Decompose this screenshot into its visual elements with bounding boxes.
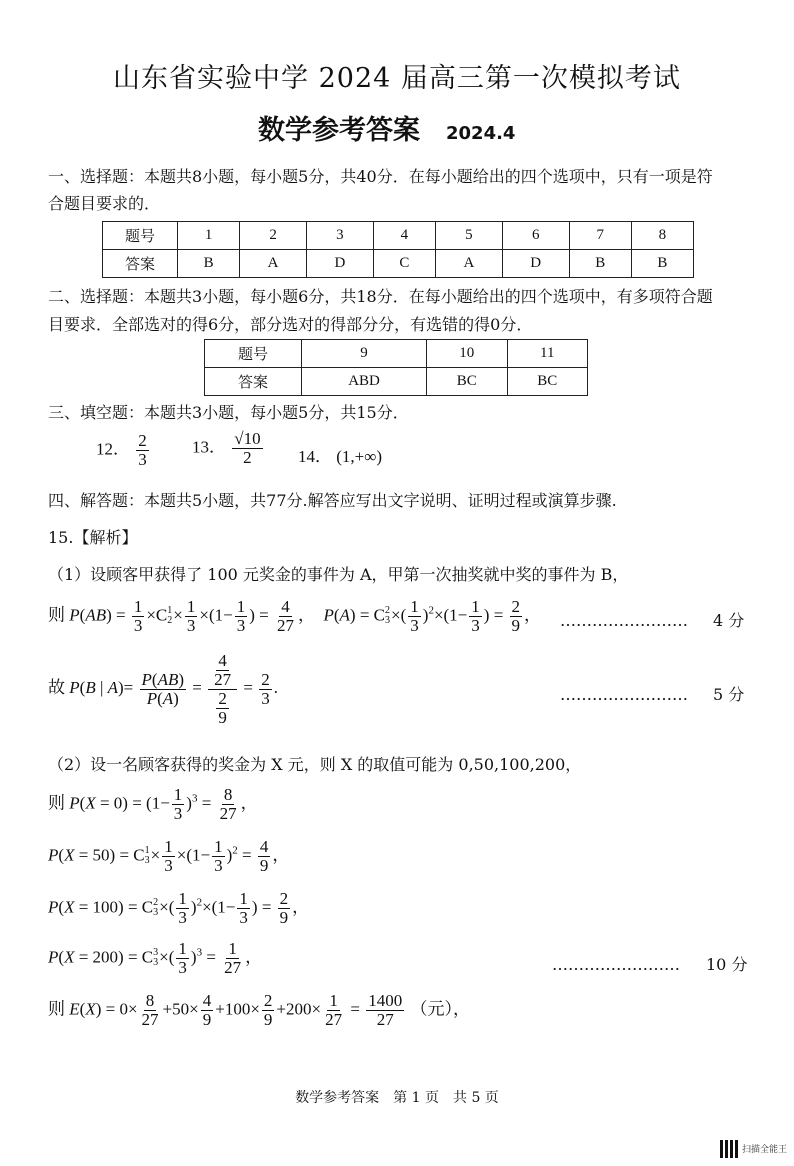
table-row <box>103 250 694 278</box>
q12-answer: 12． $\frac{2}{3}$ <box>96 431 147 469</box>
answer-cell: BC <box>507 368 587 396</box>
part2-intro: （2）设一名顾客获得的奖金为 X 元，则 X 的取值可能为 0,50,100,200， <box>48 755 582 774</box>
scanner-watermark: 扫描全能王 <box>742 1145 788 1155</box>
formula-p-b-given-a: 故 P(B | A)= $\frac{P(AB)}{P(A)}$ = $\frac{\frac{4}{27}}{\frac{2}{9}}$ = $\frac{2}{3}$ . <box>48 651 278 727</box>
dots-leader: …………………… <box>560 685 688 704</box>
row-label: 答案 <box>103 250 178 278</box>
section2-answer-table <box>204 339 588 396</box>
score-5: 5 分 <box>713 685 745 704</box>
q14-answer: 14． (1,+∞) <box>298 447 383 466</box>
answer-cell: B <box>569 250 631 278</box>
q13-answer: 13． $\frac{√10}{2}$ <box>192 429 261 467</box>
table-row <box>205 368 588 396</box>
answer-cell: C <box>373 250 435 278</box>
question-number: 9 <box>302 340 427 368</box>
formula-px50: P(X = 50) = C 1 3 × $\frac{1}{3}$ ×(1− $\frac{1}{3}$ )$^2$ = $\frac{4}{9}$ ， <box>48 837 290 875</box>
answer-cell: B <box>178 250 240 278</box>
formula-p-ab: 则 P(AB) = $\frac{1}{3}$ ×C 1 2 × $\frac{1}{3}$ ×(1− $\frac{1}{3}$ ) = $\frac{4}{27}$ ， P(A) = C 2 3 ×( $\frac{1}{3}$ )$^2$×(1− $\frac{1}{3}$ ) = $\frac{2}{9}$ ， <box>48 597 542 635</box>
row-label: 答案 <box>205 368 302 396</box>
question-number: 6 <box>502 222 569 250</box>
subtitle: 数学参考答案 <box>258 115 420 146</box>
exam-date: 2024.4 <box>446 123 516 144</box>
section4-intro: 四、解答题：本题共5小题，共77分.解答应写出文字说明、证明过程或演算步骤. <box>48 491 617 510</box>
answer-cell: D <box>502 250 569 278</box>
page-footer: 数学参考答案 第 1 页 共 5 页 <box>295 1090 499 1106</box>
answer-cell: D <box>306 250 373 278</box>
question-number: 5 <box>435 222 502 250</box>
answer-cell: B <box>631 250 693 278</box>
table-row <box>205 340 588 368</box>
question-number: 3 <box>306 222 373 250</box>
score-4: 4 分 <box>713 611 745 630</box>
section1-answer-table <box>102 221 694 278</box>
question-number: 2 <box>240 222 307 250</box>
table-row <box>103 222 694 250</box>
part1-intro: （1）设顾客甲获得了 100 元奖金的事件为 A，甲第一次抽奖就中奖的事件为 B， <box>48 565 629 584</box>
section2-intro-1: 二、选择题：本题共3小题，每小题6分，共18分．在每小题给出的四个选项中，有多项符合题 <box>48 287 713 306</box>
formula-expectation: 则 E(X) = 0× $\frac{8}{27}$ +50× $\frac{4}{9}$ +100× $\frac{2}{9}$ +200× $\frac{1}{27}$ = $\frac{1400}{27}$ （元）， <box>48 991 470 1029</box>
section3-intro: 三、填空题：本题共3小题，每小题5分，共15分． <box>48 403 409 422</box>
q15-header: 15.【解析】 <box>48 528 138 547</box>
section1-intro-1: 一、选择题：本题共8小题，每小题5分，共40分．在每小题给出的四个选项中，只有一项是符 <box>48 167 713 186</box>
answer-cell: A <box>435 250 502 278</box>
question-number: 1 <box>178 222 240 250</box>
exam-title: 山东省实验中学 2024 届高三第一次模拟考试 <box>113 63 681 94</box>
row-label: 题号 <box>103 222 178 250</box>
dots-leader: …………………… <box>552 955 680 974</box>
formula-px100: P(X = 100) = C 2 3 ×( $\frac{1}{3}$ )$^2$×(1− $\frac{1}{3}$ ) = $\frac{2}{9}$ ， <box>48 889 310 927</box>
score-10: 10 分 <box>706 955 748 974</box>
answer-key-title <box>258 108 515 147</box>
question-number: 7 <box>569 222 631 250</box>
question-number: 11 <box>507 340 587 368</box>
answer-cell: A <box>240 250 307 278</box>
qr-code-icon <box>720 1140 738 1158</box>
question-number: 4 <box>373 222 435 250</box>
answer-cell: ABD <box>302 368 427 396</box>
section1-intro-2: 合题目要求的． <box>48 194 161 213</box>
formula-px200: P(X = 200) = C 3 3 ×( $\frac{1}{3}$ )$^3$ = $\frac{1}{27}$ ， <box>48 939 263 977</box>
dots-leader: …………………… <box>560 611 688 630</box>
row-label: 题号 <box>205 340 302 368</box>
formula-px0: 则 P(X = 0) = (1− $\frac{1}{3}$ )$^3$ = $\frac{8}{27}$ ， <box>48 785 258 823</box>
section2-intro-2: 目要求．全部选对的得6分，部分选对的得部分分，有选错的得0分． <box>48 315 533 334</box>
answer-cell: BC <box>427 368 507 396</box>
question-number: 10 <box>427 340 507 368</box>
question-number: 8 <box>631 222 693 250</box>
